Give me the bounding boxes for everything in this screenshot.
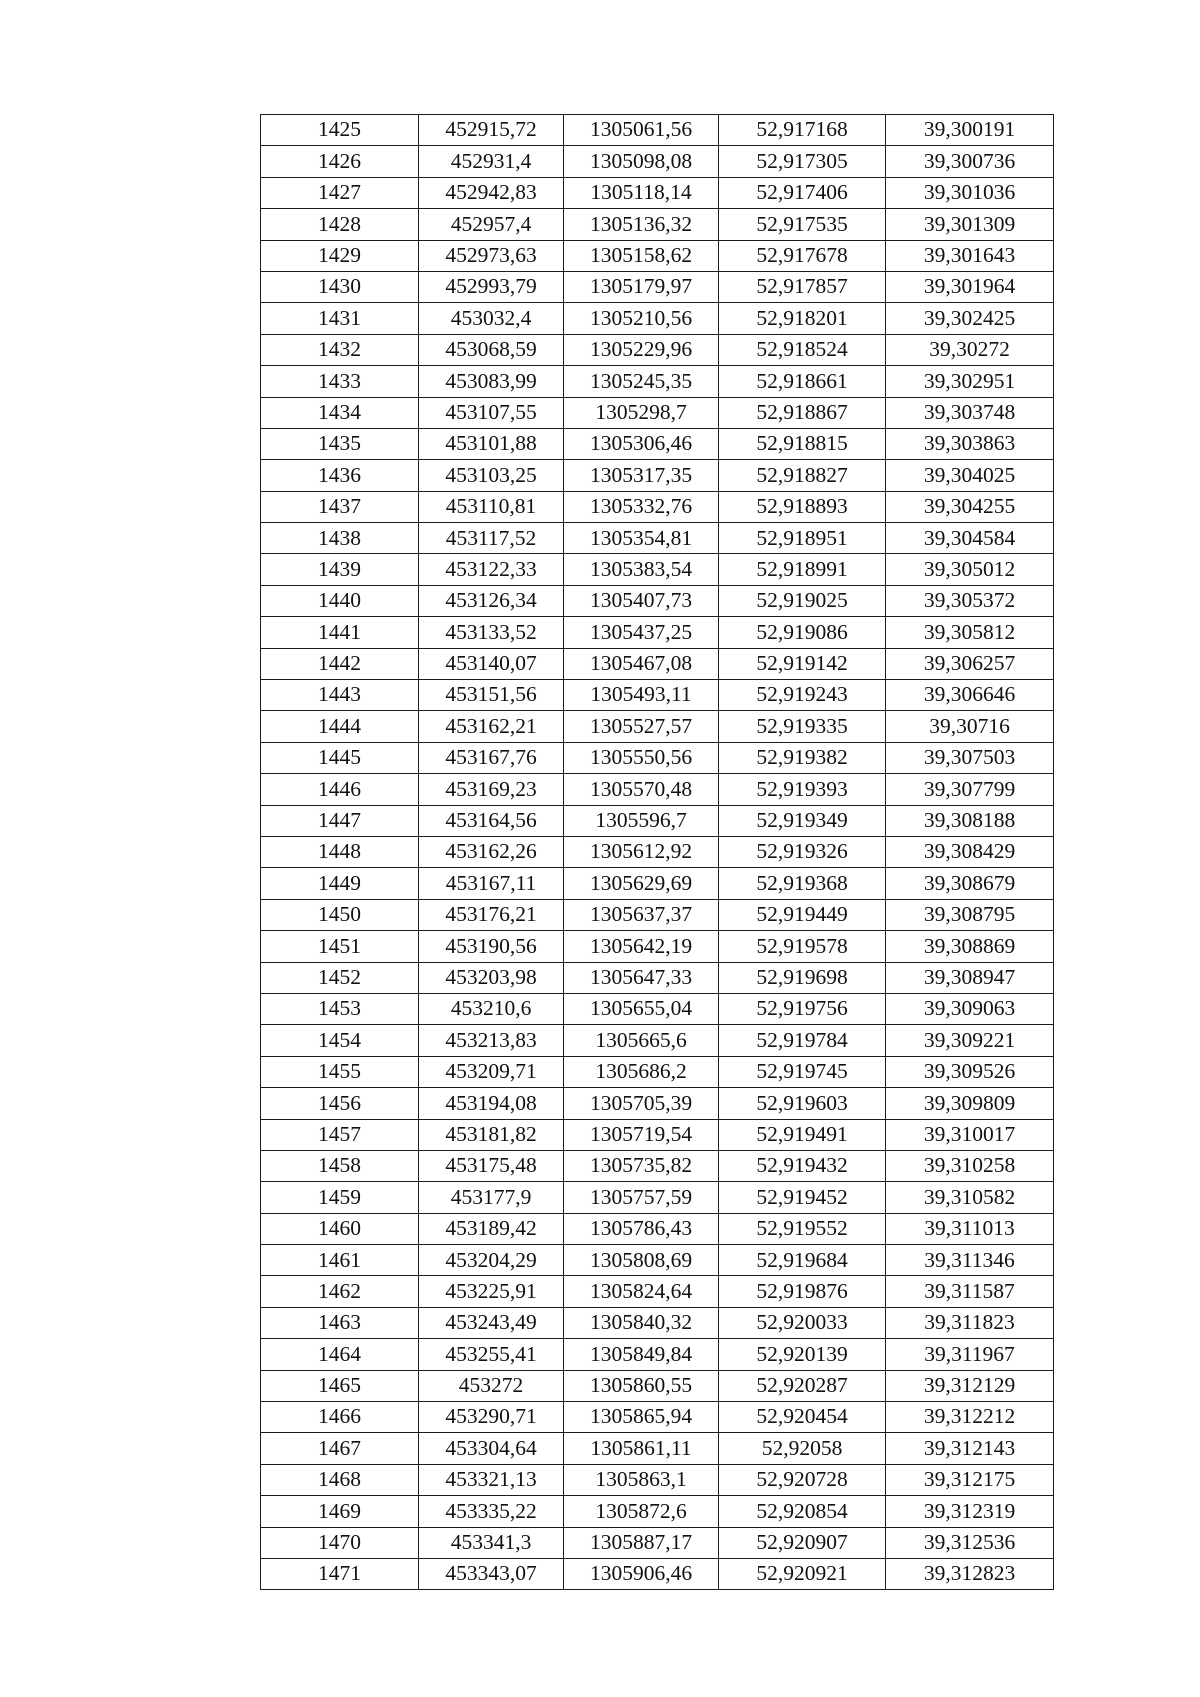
point-number-cell: 1429 xyxy=(261,240,419,271)
point-number-cell: 1447 xyxy=(261,805,419,836)
point-number-cell: 1432 xyxy=(261,334,419,365)
table-row xyxy=(261,1307,1054,1338)
latitude-cell: 52,919326 xyxy=(719,836,886,867)
longitude-cell: 39,305372 xyxy=(886,585,1054,616)
point-number-cell: 1471 xyxy=(261,1558,419,1589)
y-coordinate-cell: 1305686,2 xyxy=(564,1056,719,1087)
longitude-cell: 39,309221 xyxy=(886,1025,1054,1056)
x-coordinate-cell: 453103,25 xyxy=(419,460,564,491)
y-coordinate-cell: 1305647,33 xyxy=(564,962,719,993)
latitude-cell: 52,917168 xyxy=(719,115,886,146)
y-coordinate-cell: 1305665,6 xyxy=(564,1025,719,1056)
table-row xyxy=(261,1245,1054,1276)
y-coordinate-cell: 1305629,69 xyxy=(564,868,719,899)
point-number-cell: 1469 xyxy=(261,1496,419,1527)
latitude-cell: 52,920139 xyxy=(719,1339,886,1370)
longitude-cell: 39,308188 xyxy=(886,805,1054,836)
longitude-cell: 39,300736 xyxy=(886,146,1054,177)
latitude-cell: 52,919449 xyxy=(719,899,886,930)
x-coordinate-cell: 452993,79 xyxy=(419,271,564,302)
latitude-cell: 52,919756 xyxy=(719,993,886,1024)
longitude-cell: 39,312129 xyxy=(886,1370,1054,1401)
x-coordinate-cell: 453243,49 xyxy=(419,1307,564,1338)
latitude-cell: 52,917305 xyxy=(719,146,886,177)
x-coordinate-cell: 453181,82 xyxy=(419,1119,564,1150)
point-number-cell: 1427 xyxy=(261,177,419,208)
table-row xyxy=(261,1088,1054,1119)
latitude-cell: 52,919698 xyxy=(719,962,886,993)
point-number-cell: 1428 xyxy=(261,209,419,240)
latitude-cell: 52,919552 xyxy=(719,1213,886,1244)
point-number-cell: 1467 xyxy=(261,1433,419,1464)
x-coordinate-cell: 453255,41 xyxy=(419,1339,564,1370)
longitude-cell: 39,311587 xyxy=(886,1276,1054,1307)
latitude-cell: 52,919603 xyxy=(719,1088,886,1119)
latitude-cell: 52,920854 xyxy=(719,1496,886,1527)
latitude-cell: 52,920287 xyxy=(719,1370,886,1401)
latitude-cell: 52,918951 xyxy=(719,523,886,554)
table-row xyxy=(261,1402,1054,1433)
point-number-cell: 1442 xyxy=(261,648,419,679)
point-number-cell: 1437 xyxy=(261,491,419,522)
latitude-cell: 52,918893 xyxy=(719,491,886,522)
table-row xyxy=(261,177,1054,208)
coordinates-table-body xyxy=(261,115,1054,1590)
table-row xyxy=(261,1558,1054,1589)
x-coordinate-cell: 452942,83 xyxy=(419,177,564,208)
longitude-cell: 39,308429 xyxy=(886,836,1054,867)
table-row xyxy=(261,680,1054,711)
latitude-cell: 52,919491 xyxy=(719,1119,886,1150)
table-row xyxy=(261,240,1054,271)
table-row xyxy=(261,1339,1054,1370)
latitude-cell: 52,919142 xyxy=(719,648,886,679)
longitude-cell: 39,303863 xyxy=(886,428,1054,459)
point-number-cell: 1446 xyxy=(261,774,419,805)
x-coordinate-cell: 453321,13 xyxy=(419,1464,564,1495)
point-number-cell: 1460 xyxy=(261,1213,419,1244)
x-coordinate-cell: 453162,26 xyxy=(419,836,564,867)
y-coordinate-cell: 1305655,04 xyxy=(564,993,719,1024)
y-coordinate-cell: 1305298,7 xyxy=(564,397,719,428)
x-coordinate-cell: 453176,21 xyxy=(419,899,564,930)
y-coordinate-cell: 1305229,96 xyxy=(564,334,719,365)
point-number-cell: 1470 xyxy=(261,1527,419,1558)
x-coordinate-cell: 453032,4 xyxy=(419,303,564,334)
y-coordinate-cell: 1305863,1 xyxy=(564,1464,719,1495)
longitude-cell: 39,311823 xyxy=(886,1307,1054,1338)
longitude-cell: 39,303748 xyxy=(886,397,1054,428)
longitude-cell: 39,312536 xyxy=(886,1527,1054,1558)
x-coordinate-cell: 452973,63 xyxy=(419,240,564,271)
latitude-cell: 52,918867 xyxy=(719,397,886,428)
longitude-cell: 39,309526 xyxy=(886,1056,1054,1087)
y-coordinate-cell: 1305612,92 xyxy=(564,836,719,867)
longitude-cell: 39,301964 xyxy=(886,271,1054,302)
latitude-cell: 52,919432 xyxy=(719,1150,886,1181)
point-number-cell: 1459 xyxy=(261,1182,419,1213)
table-row xyxy=(261,1213,1054,1244)
y-coordinate-cell: 1305245,35 xyxy=(564,366,719,397)
longitude-cell: 39,306257 xyxy=(886,648,1054,679)
longitude-cell: 39,305012 xyxy=(886,554,1054,585)
point-number-cell: 1436 xyxy=(261,460,419,491)
longitude-cell: 39,311346 xyxy=(886,1245,1054,1276)
table-row xyxy=(261,1025,1054,1056)
latitude-cell: 52,919578 xyxy=(719,931,886,962)
y-coordinate-cell: 1305354,81 xyxy=(564,523,719,554)
y-coordinate-cell: 1305527,57 xyxy=(564,711,719,742)
y-coordinate-cell: 1305861,11 xyxy=(564,1433,719,1464)
x-coordinate-cell: 453177,9 xyxy=(419,1182,564,1213)
table-row xyxy=(261,1370,1054,1401)
x-coordinate-cell: 453140,07 xyxy=(419,648,564,679)
table-row xyxy=(261,428,1054,459)
x-coordinate-cell: 453225,91 xyxy=(419,1276,564,1307)
point-number-cell: 1456 xyxy=(261,1088,419,1119)
point-number-cell: 1444 xyxy=(261,711,419,742)
x-coordinate-cell: 453213,83 xyxy=(419,1025,564,1056)
table-row xyxy=(261,523,1054,554)
table-row xyxy=(261,993,1054,1024)
latitude-cell: 52,919025 xyxy=(719,585,886,616)
table-row xyxy=(261,1119,1054,1150)
longitude-cell: 39,306646 xyxy=(886,680,1054,711)
point-number-cell: 1431 xyxy=(261,303,419,334)
x-coordinate-cell: 453335,22 xyxy=(419,1496,564,1527)
x-coordinate-cell: 453164,56 xyxy=(419,805,564,836)
y-coordinate-cell: 1305705,39 xyxy=(564,1088,719,1119)
x-coordinate-cell: 453107,55 xyxy=(419,397,564,428)
y-coordinate-cell: 1305098,08 xyxy=(564,146,719,177)
longitude-cell: 39,312823 xyxy=(886,1558,1054,1589)
latitude-cell: 52,92058 xyxy=(719,1433,886,1464)
latitude-cell: 52,917678 xyxy=(719,240,886,271)
y-coordinate-cell: 1305306,46 xyxy=(564,428,719,459)
point-number-cell: 1425 xyxy=(261,115,419,146)
table-row xyxy=(261,962,1054,993)
y-coordinate-cell: 1305179,97 xyxy=(564,271,719,302)
x-coordinate-cell: 453290,71 xyxy=(419,1402,564,1433)
longitude-cell: 39,305812 xyxy=(886,617,1054,648)
x-coordinate-cell: 453189,42 xyxy=(419,1213,564,1244)
y-coordinate-cell: 1305570,48 xyxy=(564,774,719,805)
table-row xyxy=(261,397,1054,428)
x-coordinate-cell: 453167,11 xyxy=(419,868,564,899)
longitude-cell: 39,308869 xyxy=(886,931,1054,962)
longitude-cell: 39,302951 xyxy=(886,366,1054,397)
longitude-cell: 39,304584 xyxy=(886,523,1054,554)
table-row xyxy=(261,931,1054,962)
y-coordinate-cell: 1305437,25 xyxy=(564,617,719,648)
table-row xyxy=(261,366,1054,397)
x-coordinate-cell: 453133,52 xyxy=(419,617,564,648)
longitude-cell: 39,311967 xyxy=(886,1339,1054,1370)
table-row xyxy=(261,303,1054,334)
point-number-cell: 1465 xyxy=(261,1370,419,1401)
longitude-cell: 39,301643 xyxy=(886,240,1054,271)
table-row xyxy=(261,115,1054,146)
table-row xyxy=(261,711,1054,742)
table-row xyxy=(261,742,1054,773)
x-coordinate-cell: 453190,56 xyxy=(419,931,564,962)
x-coordinate-cell: 452915,72 xyxy=(419,115,564,146)
longitude-cell: 39,308679 xyxy=(886,868,1054,899)
x-coordinate-cell: 452931,4 xyxy=(419,146,564,177)
longitude-cell: 39,301036 xyxy=(886,177,1054,208)
table-row xyxy=(261,271,1054,302)
y-coordinate-cell: 1305840,32 xyxy=(564,1307,719,1338)
latitude-cell: 52,920921 xyxy=(719,1558,886,1589)
y-coordinate-cell: 1305210,56 xyxy=(564,303,719,334)
latitude-cell: 52,919745 xyxy=(719,1056,886,1087)
x-coordinate-cell: 453210,6 xyxy=(419,993,564,1024)
latitude-cell: 52,918827 xyxy=(719,460,886,491)
latitude-cell: 52,920454 xyxy=(719,1402,886,1433)
x-coordinate-cell: 453110,81 xyxy=(419,491,564,522)
x-coordinate-cell: 453151,56 xyxy=(419,680,564,711)
table-row xyxy=(261,146,1054,177)
point-number-cell: 1455 xyxy=(261,1056,419,1087)
latitude-cell: 52,917857 xyxy=(719,271,886,302)
x-coordinate-cell: 453122,33 xyxy=(419,554,564,585)
longitude-cell: 39,304025 xyxy=(886,460,1054,491)
latitude-cell: 52,918201 xyxy=(719,303,886,334)
table-row xyxy=(261,1276,1054,1307)
point-number-cell: 1453 xyxy=(261,993,419,1024)
point-number-cell: 1439 xyxy=(261,554,419,585)
longitude-cell: 39,309809 xyxy=(886,1088,1054,1119)
y-coordinate-cell: 1305332,76 xyxy=(564,491,719,522)
table-row xyxy=(261,554,1054,585)
y-coordinate-cell: 1305407,73 xyxy=(564,585,719,616)
y-coordinate-cell: 1305860,55 xyxy=(564,1370,719,1401)
point-number-cell: 1452 xyxy=(261,962,419,993)
latitude-cell: 52,919243 xyxy=(719,680,886,711)
y-coordinate-cell: 1305383,54 xyxy=(564,554,719,585)
latitude-cell: 52,920033 xyxy=(719,1307,886,1338)
y-coordinate-cell: 1305735,82 xyxy=(564,1150,719,1181)
table-row xyxy=(261,617,1054,648)
y-coordinate-cell: 1305061,56 xyxy=(564,115,719,146)
latitude-cell: 52,918661 xyxy=(719,366,886,397)
point-number-cell: 1434 xyxy=(261,397,419,428)
table-row xyxy=(261,899,1054,930)
latitude-cell: 52,919684 xyxy=(719,1245,886,1276)
table-row xyxy=(261,1433,1054,1464)
longitude-cell: 39,30272 xyxy=(886,334,1054,365)
x-coordinate-cell: 453209,71 xyxy=(419,1056,564,1087)
x-coordinate-cell: 453068,59 xyxy=(419,334,564,365)
x-coordinate-cell: 453175,48 xyxy=(419,1150,564,1181)
longitude-cell: 39,312175 xyxy=(886,1464,1054,1495)
x-coordinate-cell: 453204,29 xyxy=(419,1245,564,1276)
y-coordinate-cell: 1305136,32 xyxy=(564,209,719,240)
point-number-cell: 1466 xyxy=(261,1402,419,1433)
table-row xyxy=(261,805,1054,836)
x-coordinate-cell: 453169,23 xyxy=(419,774,564,805)
x-coordinate-cell: 453167,76 xyxy=(419,742,564,773)
point-number-cell: 1457 xyxy=(261,1119,419,1150)
point-number-cell: 1441 xyxy=(261,617,419,648)
latitude-cell: 52,917406 xyxy=(719,177,886,208)
latitude-cell: 52,919393 xyxy=(719,774,886,805)
longitude-cell: 39,310258 xyxy=(886,1150,1054,1181)
longitude-cell: 39,308947 xyxy=(886,962,1054,993)
latitude-cell: 52,918815 xyxy=(719,428,886,459)
y-coordinate-cell: 1305887,17 xyxy=(564,1527,719,1558)
y-coordinate-cell: 1305786,43 xyxy=(564,1213,719,1244)
point-number-cell: 1440 xyxy=(261,585,419,616)
point-number-cell: 1450 xyxy=(261,899,419,930)
table-row xyxy=(261,774,1054,805)
longitude-cell: 39,312319 xyxy=(886,1496,1054,1527)
longitude-cell: 39,312143 xyxy=(886,1433,1054,1464)
latitude-cell: 52,919452 xyxy=(719,1182,886,1213)
x-coordinate-cell: 453304,64 xyxy=(419,1433,564,1464)
point-number-cell: 1438 xyxy=(261,523,419,554)
y-coordinate-cell: 1305865,94 xyxy=(564,1402,719,1433)
x-coordinate-cell: 453272 xyxy=(419,1370,564,1401)
y-coordinate-cell: 1305642,19 xyxy=(564,931,719,962)
point-number-cell: 1449 xyxy=(261,868,419,899)
y-coordinate-cell: 1305757,59 xyxy=(564,1182,719,1213)
point-number-cell: 1445 xyxy=(261,742,419,773)
point-number-cell: 1468 xyxy=(261,1464,419,1495)
x-coordinate-cell: 453343,07 xyxy=(419,1558,564,1589)
y-coordinate-cell: 1305493,11 xyxy=(564,680,719,711)
latitude-cell: 52,918524 xyxy=(719,334,886,365)
point-number-cell: 1435 xyxy=(261,428,419,459)
longitude-cell: 39,308795 xyxy=(886,899,1054,930)
latitude-cell: 52,919784 xyxy=(719,1025,886,1056)
table-row xyxy=(261,460,1054,491)
table-row xyxy=(261,491,1054,522)
latitude-cell: 52,919086 xyxy=(719,617,886,648)
y-coordinate-cell: 1305872,6 xyxy=(564,1496,719,1527)
y-coordinate-cell: 1305808,69 xyxy=(564,1245,719,1276)
point-number-cell: 1426 xyxy=(261,146,419,177)
table-row xyxy=(261,585,1054,616)
longitude-cell: 39,310017 xyxy=(886,1119,1054,1150)
latitude-cell: 52,919335 xyxy=(719,711,886,742)
x-coordinate-cell: 453341,3 xyxy=(419,1527,564,1558)
point-number-cell: 1461 xyxy=(261,1245,419,1276)
point-number-cell: 1430 xyxy=(261,271,419,302)
point-number-cell: 1448 xyxy=(261,836,419,867)
y-coordinate-cell: 1305158,62 xyxy=(564,240,719,271)
latitude-cell: 52,919349 xyxy=(719,805,886,836)
y-coordinate-cell: 1305849,84 xyxy=(564,1339,719,1370)
longitude-cell: 39,302425 xyxy=(886,303,1054,334)
y-coordinate-cell: 1305824,64 xyxy=(564,1276,719,1307)
point-number-cell: 1454 xyxy=(261,1025,419,1056)
point-number-cell: 1443 xyxy=(261,680,419,711)
longitude-cell: 39,300191 xyxy=(886,115,1054,146)
table-row xyxy=(261,868,1054,899)
longitude-cell: 39,309063 xyxy=(886,993,1054,1024)
y-coordinate-cell: 1305118,14 xyxy=(564,177,719,208)
longitude-cell: 39,311013 xyxy=(886,1213,1054,1244)
latitude-cell: 52,920907 xyxy=(719,1527,886,1558)
point-number-cell: 1433 xyxy=(261,366,419,397)
y-coordinate-cell: 1305906,46 xyxy=(564,1558,719,1589)
x-coordinate-cell: 453126,34 xyxy=(419,585,564,616)
longitude-cell: 39,310582 xyxy=(886,1182,1054,1213)
table-row xyxy=(261,1496,1054,1527)
x-coordinate-cell: 453117,52 xyxy=(419,523,564,554)
table-row xyxy=(261,1527,1054,1558)
longitude-cell: 39,301309 xyxy=(886,209,1054,240)
table-row xyxy=(261,209,1054,240)
x-coordinate-cell: 453203,98 xyxy=(419,962,564,993)
point-number-cell: 1451 xyxy=(261,931,419,962)
y-coordinate-cell: 1305467,08 xyxy=(564,648,719,679)
x-coordinate-cell: 453083,99 xyxy=(419,366,564,397)
latitude-cell: 52,920728 xyxy=(719,1464,886,1495)
latitude-cell: 52,919382 xyxy=(719,742,886,773)
y-coordinate-cell: 1305550,56 xyxy=(564,742,719,773)
x-coordinate-cell: 453101,88 xyxy=(419,428,564,459)
latitude-cell: 52,918991 xyxy=(719,554,886,585)
y-coordinate-cell: 1305719,54 xyxy=(564,1119,719,1150)
table-row xyxy=(261,1464,1054,1495)
x-coordinate-cell: 452957,4 xyxy=(419,209,564,240)
longitude-cell: 39,30716 xyxy=(886,711,1054,742)
y-coordinate-cell: 1305317,35 xyxy=(564,460,719,491)
x-coordinate-cell: 453194,08 xyxy=(419,1088,564,1119)
longitude-cell: 39,312212 xyxy=(886,1402,1054,1433)
longitude-cell: 39,307503 xyxy=(886,742,1054,773)
latitude-cell: 52,919876 xyxy=(719,1276,886,1307)
latitude-cell: 52,919368 xyxy=(719,868,886,899)
y-coordinate-cell: 1305637,37 xyxy=(564,899,719,930)
y-coordinate-cell: 1305596,7 xyxy=(564,805,719,836)
table-row xyxy=(261,334,1054,365)
table-row xyxy=(261,1056,1054,1087)
table-row xyxy=(261,1182,1054,1213)
longitude-cell: 39,307799 xyxy=(886,774,1054,805)
latitude-cell: 52,917535 xyxy=(719,209,886,240)
table-row xyxy=(261,836,1054,867)
table-row xyxy=(261,1150,1054,1181)
x-coordinate-cell: 453162,21 xyxy=(419,711,564,742)
table-row xyxy=(261,648,1054,679)
point-number-cell: 1462 xyxy=(261,1276,419,1307)
point-number-cell: 1463 xyxy=(261,1307,419,1338)
point-number-cell: 1464 xyxy=(261,1339,419,1370)
longitude-cell: 39,304255 xyxy=(886,491,1054,522)
point-number-cell: 1458 xyxy=(261,1150,419,1181)
coordinates-table xyxy=(260,114,1054,1590)
